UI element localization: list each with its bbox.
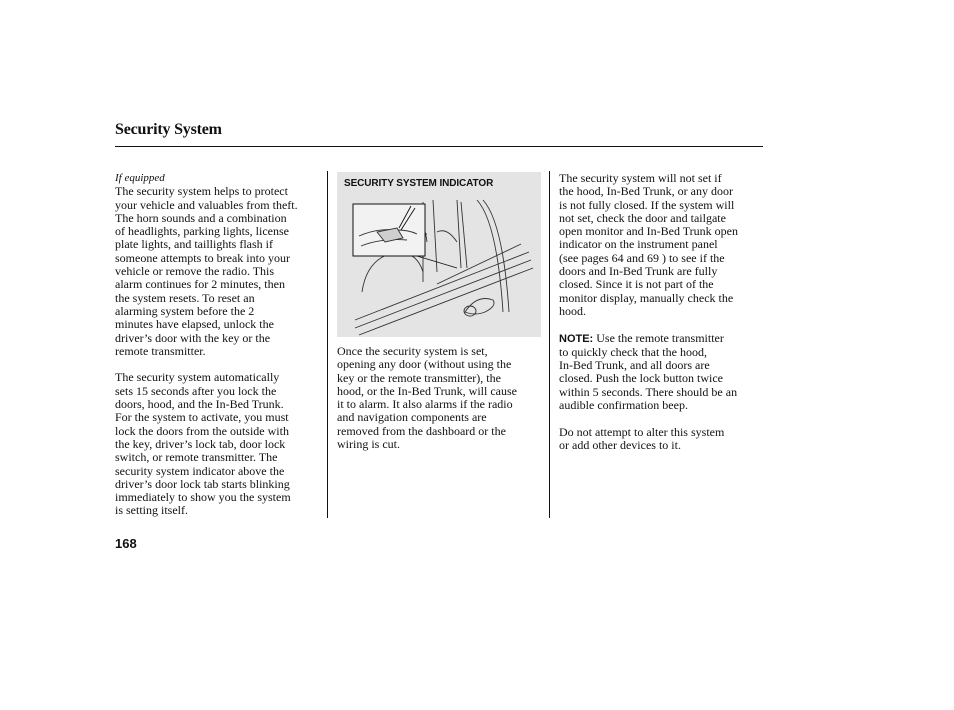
- title-divider: [115, 146, 763, 147]
- right-column: [559, 172, 769, 452]
- if-equipped-note: If equipped: [115, 172, 165, 184]
- column-divider-right: [549, 171, 550, 518]
- middle-column: [337, 345, 549, 451]
- left-column: [115, 172, 325, 518]
- activation-paragraph: The security system automatically sets 15 seconds after you lock the doors, hood, and the In-Bed Trunk. For the system to activate, you must lock the doors from the outside with the key, driver’s lock tab, door lock switch, or remote transmitter. The security system indicator above the driver’s door lock tab starts blinking immediately to show you the system is setting itself.: [115, 370, 291, 518]
- not-set-paragraph: The security system will not set if the hood, In-Bed Trunk, or any door is not fully closed. If the system will not set, check the door and tailgate open monitor and In-Bed Trunk open indicator on the instrument panel (see pages 64 and 69 ) to see if the doors and In-Bed Trunk are fully closed. Since it is not part of the monitor display, manually check the hood.: [559, 171, 738, 318]
- note-label: NOTE:: [559, 332, 594, 345]
- page-title: Security System: [115, 121, 222, 138]
- alarm-trigger-paragraph: Once the security system is set, opening any door (without using the key or the remote transmitter), the hood, or the In-Bed Trunk, will cause it to alarm. It also alarms if the radio and navigation components are removed from the dashboard or the wiring is cut.: [337, 344, 517, 452]
- note-text: Use the remote transmitter to quickly check that the hood, In-Bed Trunk, and all doors are closed. Push the lock button twice within 5 seconds. There should be an audible confirmation beep.: [559, 330, 738, 413]
- intro-paragraph: The security system helps to protect your vehicle and valuables from theft. The horn sounds and a combination of headlights, parking lights, license plate lights, and taillights flash if someone attempts to break into your vehicle or remove the radio. This alarm continues for 2 minutes, then the system resets. To reset an alarming system before the 2 minutes have elapsed, unlock the driver’s door with the key or the remote transmitter.: [115, 184, 298, 358]
- warning-paragraph: Do not attempt to alter this system or add other devices to it.: [559, 424, 725, 452]
- note-paragraph: [559, 332, 769, 413]
- figure-label: SECURITY SYSTEM INDICATOR: [344, 178, 494, 189]
- page-number: 168: [115, 536, 137, 551]
- column-divider-left: [327, 171, 328, 518]
- door-illustration: [337, 172, 541, 337]
- security-indicator-figure: [337, 172, 541, 337]
